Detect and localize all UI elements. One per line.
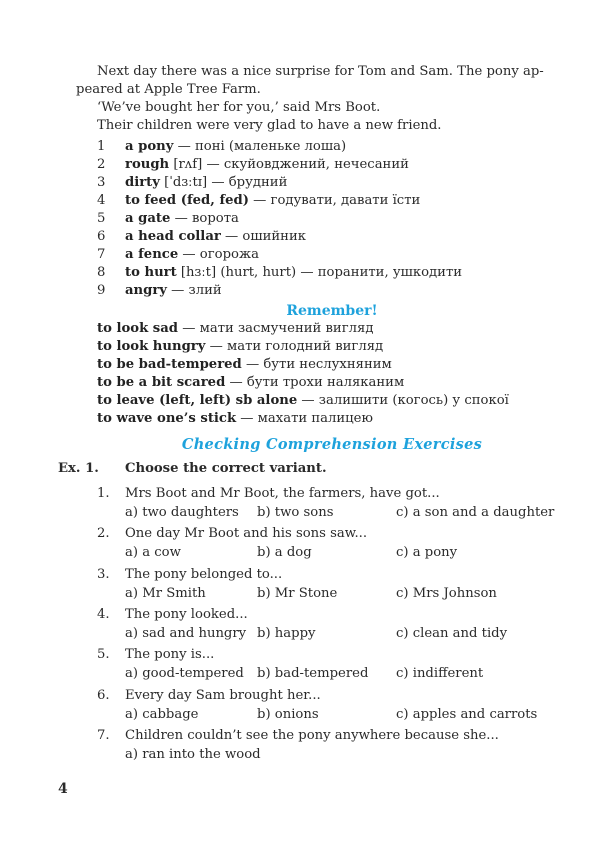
question-number: 1.	[97, 486, 110, 501]
vocabulary-list	[97, 138, 462, 300]
remember-translation: — залишити (когось) у спокої	[297, 393, 509, 408]
intro-line: Next day there was a nice surprise for Tom and Sam. The pony ap-	[97, 64, 544, 79]
vocab-item	[97, 264, 462, 282]
question-text: Every day Sam brought her...	[125, 687, 321, 703]
vocab-term: to feed (fed, fed)	[125, 193, 249, 208]
remember-term: to leave (left, left) sb alone	[97, 393, 298, 408]
answer-option: b) onions	[257, 706, 319, 722]
vocab-item	[97, 228, 462, 246]
question-number: 3.	[97, 566, 110, 582]
answer-option: c) clean and tidy	[396, 625, 508, 641]
vocab-term: a fence	[125, 247, 179, 262]
vocab-translation: — ворота	[170, 211, 239, 226]
vocab-term: a head collar	[125, 229, 221, 244]
vocab-number: 7	[97, 247, 106, 262]
remember-term: to wave one’s stick	[97, 411, 237, 426]
answer-option: c) apples and carrots	[396, 706, 538, 722]
answer-option: b) a dog	[257, 545, 312, 561]
question-text: The pony belonged to...	[125, 566, 283, 582]
intro-paragraph	[76, 63, 567, 135]
intro-line: ‘We’ve bought her for you,’ said Mrs Boot.	[97, 100, 381, 115]
vocab-number: 3	[97, 175, 106, 190]
vocab-number: 2	[97, 157, 106, 172]
remember-translation: — бути неслухняним	[241, 357, 392, 372]
vocab-number: 4	[97, 193, 106, 208]
vocab-term: a pony	[125, 139, 174, 154]
vocab-item	[97, 246, 462, 264]
question-text: The pony is...	[125, 647, 215, 663]
vocab-item	[97, 138, 462, 156]
answer-option: a) ran into the wood	[125, 746, 261, 762]
question-text: One day Mr Boot and his sons saw...	[125, 526, 368, 542]
vocab-item	[97, 174, 462, 192]
vocab-term: rough	[125, 157, 170, 172]
question-item	[97, 566, 577, 601]
answer-option: b) Mr Stone	[257, 585, 338, 601]
remember-heading: Remember!	[286, 303, 378, 319]
remember-item	[97, 338, 509, 356]
vocab-translation: [hɜːt] (hurt, hurt) — поранити, ушкодити	[176, 265, 463, 280]
vocab-term: angry	[125, 283, 167, 298]
answer-option: c) a son and a daughter	[396, 505, 555, 520]
remember-item	[97, 356, 509, 374]
intro-line: peared at Apple Tree Farm.	[76, 82, 261, 97]
remember-item	[97, 410, 509, 428]
exercise-instruction: Choose the correct variant.	[125, 461, 327, 476]
question-number: 7.	[97, 727, 110, 743]
remember-term: to look sad	[97, 321, 178, 336]
vocab-number: 6	[97, 229, 106, 244]
answer-option: a) Mr Smith	[125, 585, 206, 601]
answer-option: c) Mrs Johnson	[396, 585, 497, 601]
vocab-term: a gate	[125, 211, 171, 226]
question-text: The pony looked...	[125, 606, 248, 622]
question-item	[97, 727, 577, 762]
vocab-number: 1	[97, 139, 106, 154]
question-item	[97, 485, 577, 520]
vocab-translation: — годувати, давати їсти	[248, 193, 421, 208]
remember-item	[97, 320, 509, 338]
question-item	[97, 525, 577, 561]
remember-term: to be bad-tempered	[97, 357, 242, 372]
question-number: 5.	[97, 647, 110, 663]
vocab-number: 9	[97, 283, 106, 298]
answer-option: a) good-tempered	[125, 666, 244, 682]
vocab-item	[97, 156, 462, 174]
vocab-number: 5	[97, 211, 106, 226]
question-number: 6.	[97, 687, 110, 703]
question-item	[97, 606, 577, 641]
vocab-term: to hurt	[125, 265, 177, 280]
remember-list	[97, 320, 509, 428]
vocab-translation: [rʌf] — скуйовджений, нечесаний	[169, 157, 409, 172]
answer-option: b) bad-tempered	[257, 666, 369, 682]
answer-option: a) two daughters	[125, 505, 239, 520]
remember-translation: — бути трохи наляканим	[225, 375, 405, 390]
section-heading: Checking Comprehension Exercises	[181, 436, 483, 453]
remember-translation: — мати засмучений вигляд	[178, 321, 374, 336]
vocab-number: 8	[97, 265, 106, 280]
question-number: 2.	[97, 526, 110, 542]
remember-translation: — махати палицею	[236, 411, 373, 426]
question-text: Children couldn’t see the pony anywhere because she...	[125, 727, 499, 743]
vocab-item	[97, 210, 462, 228]
remember-term: to be a bit scared	[97, 375, 226, 390]
vocab-item	[97, 192, 462, 210]
vocab-translation: — злий	[166, 283, 222, 298]
remember-term: to look hungry	[97, 339, 206, 354]
remember-translation: — мати голодний вигляд	[205, 339, 384, 354]
vocab-translation: — ошийник	[220, 229, 306, 244]
answer-option: a) a cow	[125, 545, 181, 561]
answer-option: c) indifferent	[396, 666, 484, 682]
answer-option: c) a pony	[396, 545, 458, 561]
remember-item	[97, 374, 509, 392]
question-item	[97, 687, 577, 722]
question-text: Mrs Boot and Mr Boot, the farmers, have got...	[125, 486, 440, 501]
answer-option: a) sad and hungry	[125, 625, 247, 641]
vocab-translation: — поні (маленьке лоша)	[173, 139, 347, 154]
vocab-term: dirty	[125, 175, 160, 190]
page-number: 4	[58, 781, 68, 797]
answer-option: b) two sons	[257, 505, 334, 520]
answer-option: a) cabbage	[125, 706, 199, 722]
intro-line: Their children were very glad to have a new friend.	[97, 118, 442, 133]
vocab-translation: [ˈdɜːtɪ] — брудний	[159, 175, 288, 190]
question-item	[97, 646, 577, 682]
answer-option: b) happy	[257, 625, 316, 641]
vocab-translation: — огорожа	[178, 247, 259, 262]
remember-item	[97, 392, 509, 410]
vocab-item	[97, 282, 462, 300]
exercise-label: Ex. 1.	[58, 461, 99, 476]
question-number: 4.	[97, 606, 110, 622]
